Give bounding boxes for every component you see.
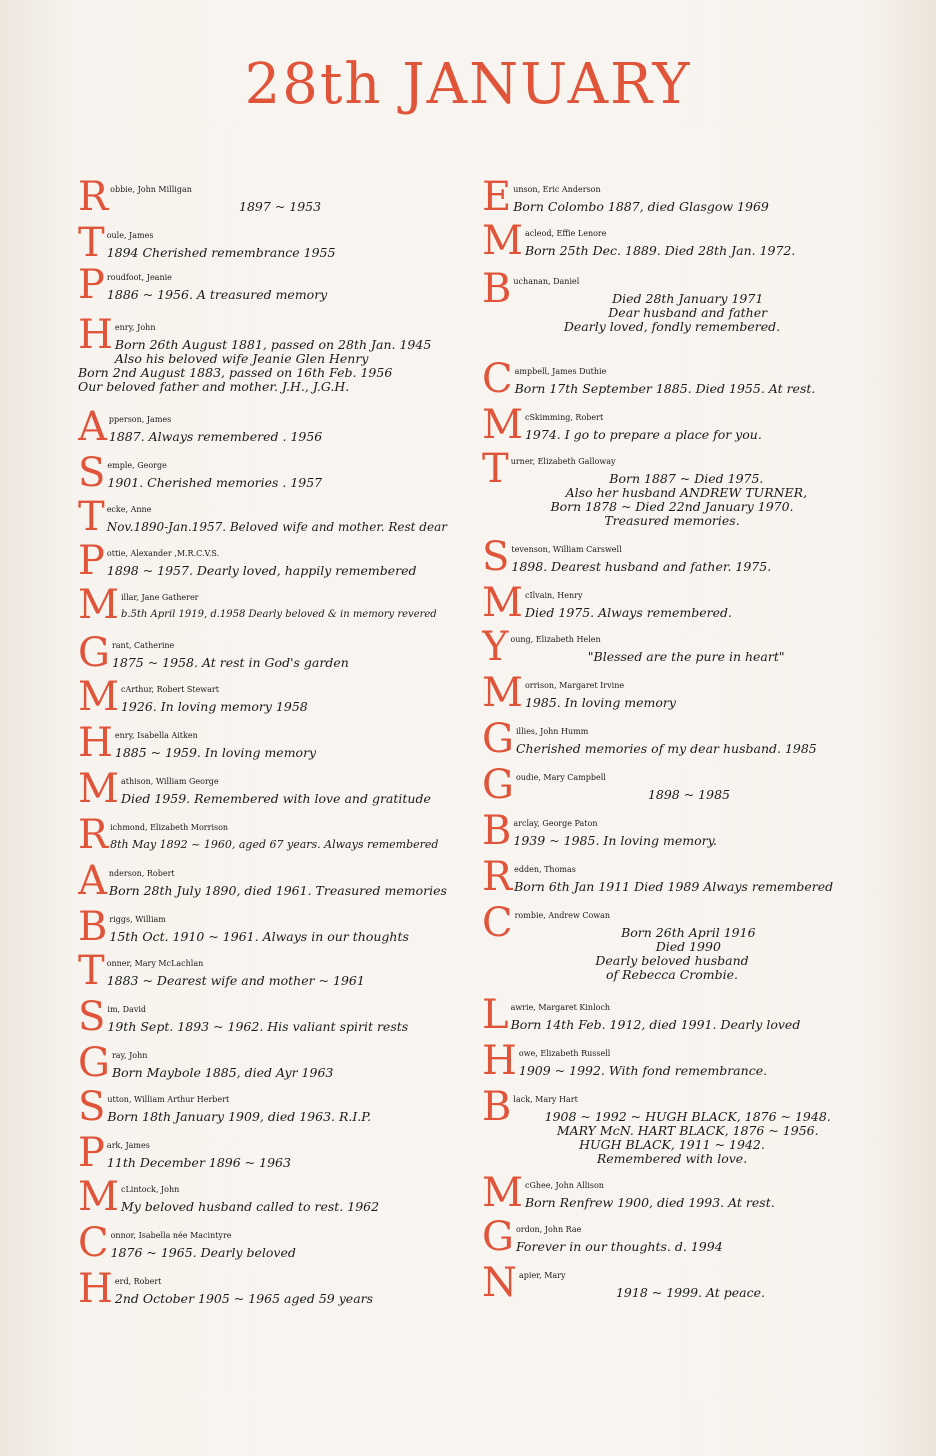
entry-initial: L bbox=[482, 994, 509, 1038]
memorial-entry bbox=[78, 814, 450, 860]
entry-details bbox=[482, 382, 862, 396]
entry-name: unson, Eric Anderson bbox=[513, 185, 601, 194]
memorial-entry bbox=[482, 718, 862, 764]
memorial-entry bbox=[78, 722, 450, 768]
entry-initial: N bbox=[482, 1262, 517, 1306]
entry-initial: T bbox=[482, 448, 509, 492]
entry-initial: H bbox=[78, 314, 113, 358]
entry-detail-line: 1885 ~ 1959. In loving memory bbox=[114, 745, 317, 760]
entry-initial: H bbox=[78, 1268, 113, 1312]
entry-details bbox=[482, 606, 862, 620]
entry-detail-line: Born 26th August 1881, passed on 28th Jan. 1945 bbox=[114, 337, 432, 352]
entry-name: urner, Elizabeth Galloway bbox=[510, 457, 616, 466]
entry-initial: M bbox=[482, 672, 523, 716]
entry-name: cGhee, John Allison bbox=[524, 1181, 604, 1190]
entry-detail-line: HUGH BLACK, 1911 ~ 1942. bbox=[579, 1137, 765, 1152]
entry-detail-line: Died 1990 bbox=[655, 939, 721, 954]
entry-detail-line: Our beloved father and mother. J.H., J.G.H. bbox=[78, 379, 350, 394]
entry-details bbox=[482, 560, 862, 574]
entry-detail-line: 8th May 1892 ~ 1960, aged 67 years. Always remembered bbox=[110, 838, 439, 851]
entry-initial: B bbox=[78, 906, 108, 950]
entry-initial: G bbox=[78, 632, 110, 676]
entry-detail-line: Born 14th Feb. 1912, died 1991. Dearly loved bbox=[510, 1017, 801, 1032]
entry-details bbox=[482, 834, 862, 848]
entry-name: rombie, Andrew Cowan bbox=[514, 911, 611, 920]
memorial-entry bbox=[482, 268, 862, 358]
entry-name: ottie, Alexander ,M.R.C.V.S. bbox=[106, 549, 220, 558]
entry-detail-line: Born 18th January 1909, died 1963. R.I.P. bbox=[107, 1109, 372, 1124]
entry-details bbox=[78, 430, 450, 444]
entry-detail-line: "Blessed are the pure in heart" bbox=[587, 649, 785, 664]
memorial-entry bbox=[78, 1268, 450, 1314]
entry-name: orrison, Margaret Irvine bbox=[524, 681, 625, 690]
entry-detail-line: Born 1878 ~ Died 22nd January 1970. bbox=[550, 499, 794, 514]
entry-detail-line: b.5th April 1919, d.1958 Dearly beloved & in memory revered bbox=[120, 609, 437, 620]
entry-name: roudfoot, Jeanie bbox=[106, 273, 172, 282]
entry-details bbox=[78, 1110, 450, 1124]
entry-detail-line: 1887. Always remembered . 1956 bbox=[108, 429, 323, 444]
entry-initial: Y bbox=[482, 626, 509, 670]
memorial-entry bbox=[482, 404, 862, 448]
entry-details bbox=[482, 200, 862, 214]
entry-detail-line: Died 1959. Remembered with love and gratitude bbox=[120, 791, 431, 806]
entry-detail-line: 1974. I go to prepare a place for you. bbox=[524, 427, 762, 442]
entry-initial: A bbox=[78, 406, 107, 450]
entry-details bbox=[482, 650, 862, 664]
entry-details bbox=[78, 476, 450, 490]
memorial-entry bbox=[482, 358, 862, 404]
memorial-entry bbox=[78, 860, 450, 906]
entry-name: im, David bbox=[107, 1005, 147, 1014]
entry-detail-line: 1939 ~ 1985. In loving memory. bbox=[513, 833, 717, 848]
entry-details bbox=[78, 656, 450, 670]
entry-initial: C bbox=[482, 902, 513, 946]
entry-initial: M bbox=[78, 584, 119, 628]
entry-name: owe, Elizabeth Russell bbox=[518, 1049, 611, 1058]
entry-initial: T bbox=[78, 222, 105, 264]
entry-name: ampbell, James Duthie bbox=[514, 367, 607, 376]
memorial-entry bbox=[482, 220, 862, 268]
entry-initial: R bbox=[78, 176, 109, 220]
entry-name: awrie, Margaret Kinloch bbox=[510, 1003, 611, 1012]
entry-initial: R bbox=[78, 814, 109, 858]
entry-name: illies, John Humm bbox=[515, 727, 589, 736]
entry-name: riggs, William bbox=[109, 915, 166, 924]
memorial-entry bbox=[482, 1086, 862, 1172]
entry-details bbox=[78, 1246, 450, 1260]
entry-name: cLintock, John bbox=[120, 1185, 180, 1194]
entry-name: ecke, Anne bbox=[106, 505, 152, 514]
entry-initial: E bbox=[482, 176, 512, 220]
memorial-entry bbox=[78, 314, 450, 406]
entry-detail-line: 1894 Cherished remembrance 1955 bbox=[106, 245, 336, 260]
entry-detail-line: Born 28th July 1890, died 1961. Treasured memories bbox=[108, 883, 447, 898]
entry-detail-line: Dear husband and father bbox=[608, 305, 768, 320]
entry-name: enry, Isabella Aitken bbox=[114, 731, 198, 740]
entry-details bbox=[78, 700, 450, 714]
memorial-entry bbox=[482, 582, 862, 626]
memorial-entry bbox=[78, 1042, 450, 1086]
memorial-entry bbox=[78, 1086, 450, 1132]
entry-name: apier, Mary bbox=[519, 1271, 566, 1280]
entry-details bbox=[78, 1066, 450, 1080]
memorial-entry bbox=[482, 856, 862, 902]
entry-details bbox=[78, 930, 450, 944]
memorial-entry bbox=[482, 1216, 862, 1262]
entry-initial: G bbox=[482, 718, 514, 762]
entry-initial: P bbox=[78, 264, 105, 308]
entry-details bbox=[482, 880, 862, 894]
entry-details bbox=[482, 1064, 862, 1078]
entry-initial: T bbox=[78, 496, 105, 540]
entry-detail-line: 1926. In loving memory 1958 bbox=[120, 699, 308, 714]
entry-name: oung, Elizabeth Helen bbox=[510, 635, 601, 644]
memorial-entry bbox=[78, 1132, 450, 1176]
memorial-entry bbox=[482, 810, 862, 856]
entry-details bbox=[78, 288, 450, 302]
entry-detail-line: 1886 ~ 1956. A treasured memory bbox=[106, 287, 328, 302]
entry-name: ordon, John Rae bbox=[515, 1225, 582, 1234]
entry-name: cSkimming, Robert bbox=[524, 413, 604, 422]
entry-initial: B bbox=[482, 810, 512, 854]
memorial-entry bbox=[78, 996, 450, 1042]
entry-details bbox=[482, 1240, 862, 1254]
entry-initial: G bbox=[482, 1216, 514, 1260]
memorial-entry bbox=[482, 994, 862, 1040]
entry-detail-line: Died 28th January 1971 bbox=[612, 291, 764, 306]
entry-details bbox=[78, 338, 450, 394]
entry-details bbox=[78, 746, 450, 760]
right-column bbox=[482, 176, 862, 1308]
entry-detail-line: 1898. Dearest husband and father. 1975. bbox=[511, 559, 772, 574]
entry-name: ark, James bbox=[106, 1141, 150, 1150]
entry-name: nderson, Robert bbox=[108, 869, 175, 878]
entry-details bbox=[78, 1020, 450, 1034]
memorial-entry bbox=[78, 496, 450, 540]
entry-detail-line: My beloved husband called to rest. 1962 bbox=[120, 1199, 380, 1214]
entry-details bbox=[482, 1286, 862, 1300]
entry-detail-line: 1985. In loving memory bbox=[524, 695, 676, 710]
entry-details bbox=[482, 1196, 862, 1210]
memorial-entry bbox=[78, 632, 450, 676]
memorial-entry bbox=[482, 1172, 862, 1216]
left-column bbox=[78, 176, 450, 1314]
entry-detail-line: of Rebecca Crombie. bbox=[605, 967, 739, 982]
entry-detail-line: Forever in our thoughts. d. 1994 bbox=[515, 1239, 723, 1254]
memorial-entry bbox=[78, 1176, 450, 1222]
entry-initial: M bbox=[482, 404, 523, 448]
entry-initial: M bbox=[78, 768, 119, 812]
entry-details bbox=[78, 792, 450, 806]
entry-initial: H bbox=[78, 722, 113, 766]
entry-detail-line: Died 1975. Always remembered. bbox=[524, 605, 732, 620]
page-title: 28th JANUARY bbox=[244, 52, 692, 117]
entry-detail-line: Born Maybole 1885, died Ayr 1963 bbox=[111, 1065, 334, 1080]
entry-detail-line: 1876 ~ 1965. Dearly beloved bbox=[110, 1245, 296, 1260]
entry-detail-line: MARY McN. HART BLACK, 1876 ~ 1956. bbox=[556, 1123, 819, 1138]
entry-detail-line: 1898 ~ 1957. Dearly loved, happily remembered bbox=[106, 563, 417, 578]
entry-initial: M bbox=[482, 1172, 523, 1216]
entry-detail-line: 1918 ~ 1999. At peace. bbox=[615, 1285, 766, 1300]
entry-details bbox=[78, 838, 450, 852]
entry-name: enry, John bbox=[114, 323, 156, 332]
memorial-entry bbox=[482, 448, 862, 536]
entry-detail-line: Born 2nd August 1883, passed on 16th Feb. 1956 bbox=[78, 365, 393, 380]
entry-initial: S bbox=[78, 1086, 106, 1130]
entry-detail-line: 19th Sept. 1893 ~ 1962. His valiant spirit rests bbox=[107, 1019, 409, 1034]
entry-initial: C bbox=[78, 1222, 109, 1266]
memorial-entry bbox=[78, 584, 450, 632]
entry-name: onner, Mary McLachlan bbox=[106, 959, 204, 968]
entry-name: uchanan, Daniel bbox=[513, 277, 580, 286]
entry-detail-line: Treasured memories. bbox=[604, 513, 740, 528]
entry-detail-line: 1898 ~ 1985 bbox=[647, 787, 730, 802]
entry-detail-line: 1909 ~ 1992. With fond remembrance. bbox=[518, 1063, 768, 1078]
memorial-entry bbox=[482, 176, 862, 220]
memorial-entry bbox=[78, 1222, 450, 1268]
memorial-entry bbox=[78, 768, 450, 814]
entry-details bbox=[482, 742, 862, 756]
memorial-entry bbox=[78, 452, 450, 496]
entry-name: pperson, James bbox=[108, 415, 172, 424]
entry-name: illar, Jane Gatherer bbox=[120, 593, 199, 602]
entry-detail-line: Remembered with love. bbox=[596, 1151, 748, 1166]
entry-name: emple, George bbox=[107, 461, 167, 470]
entry-details bbox=[482, 428, 862, 442]
entry-details bbox=[78, 564, 450, 578]
entry-initial: B bbox=[482, 268, 512, 312]
entry-details bbox=[78, 200, 450, 214]
entry-detail-line: Born 6th Jan 1911 Died 1989 Always remembered bbox=[514, 879, 834, 894]
entry-initial: B bbox=[482, 1086, 512, 1130]
entry-name: onnor, Isabella née Macintyre bbox=[110, 1231, 232, 1240]
entry-name: rant, Catherine bbox=[111, 641, 175, 650]
entry-details bbox=[78, 884, 450, 898]
entry-detail-line: 2nd October 1905 ~ 1965 aged 59 years bbox=[114, 1291, 374, 1306]
memorial-entry bbox=[78, 950, 450, 996]
entry-detail-line: Nov.1890-Jan.1957. Beloved wife and mother. Rest dear bbox=[106, 520, 447, 534]
memorial-entry bbox=[78, 176, 450, 222]
entry-details bbox=[482, 1018, 862, 1032]
entry-name: lack, Mary Hart bbox=[513, 1095, 578, 1104]
entry-initial: H bbox=[482, 1040, 517, 1084]
entry-detail-line: Dearly loved, fondly remembered. bbox=[563, 319, 781, 334]
entry-details bbox=[482, 926, 862, 982]
memorial-entry bbox=[482, 902, 862, 994]
memorial-entry bbox=[78, 222, 450, 264]
entry-name: ichmond, Elizabeth Morrison bbox=[110, 823, 229, 832]
entry-details bbox=[78, 246, 450, 260]
entry-detail-line: 1908 ~ 1992 ~ HUGH BLACK, 1876 ~ 1948. bbox=[544, 1109, 831, 1124]
entry-name: erd, Robert bbox=[114, 1277, 162, 1286]
entry-detail-line: Born Renfrew 1900, died 1993. At rest. bbox=[524, 1195, 775, 1210]
entry-detail-line: 1897 ~ 1953 bbox=[239, 199, 322, 214]
entry-detail-line: Born Colombo 1887, died Glasgow 1969 bbox=[513, 199, 769, 214]
memorial-entry bbox=[78, 906, 450, 950]
entry-initial: G bbox=[78, 1042, 110, 1086]
entry-name: oule, James bbox=[106, 231, 154, 240]
entry-detail-line: 1875 ~ 1958. At rest in God's garden bbox=[111, 655, 349, 670]
entry-initial: M bbox=[78, 1176, 119, 1220]
entry-name: utton, William Arthur Herbert bbox=[107, 1095, 230, 1104]
entry-name: oudie, Mary Campbell bbox=[515, 773, 606, 782]
entry-name: ray, John bbox=[111, 1051, 148, 1060]
entry-initial: S bbox=[482, 536, 510, 580]
entry-initial: A bbox=[78, 860, 107, 904]
entry-detail-line: Born 17th September 1885. Died 1955. At rest. bbox=[514, 381, 816, 396]
entry-initial: S bbox=[78, 452, 106, 496]
entry-initial: P bbox=[78, 1132, 105, 1176]
entry-detail-line: Born 26th April 1916 bbox=[621, 925, 756, 940]
entry-initial: M bbox=[482, 220, 523, 264]
entry-initial: S bbox=[78, 996, 106, 1040]
entry-detail-line: Dearly beloved husband bbox=[595, 953, 749, 968]
entry-details bbox=[78, 608, 450, 622]
entry-initial: G bbox=[482, 764, 514, 808]
entry-details bbox=[482, 472, 862, 528]
entry-detail-line: 1883 ~ Dearest wife and mother ~ 1961 bbox=[106, 973, 365, 988]
memorial-entry bbox=[482, 764, 862, 810]
entry-details bbox=[482, 244, 862, 258]
entry-name: obbie, John Milligan bbox=[110, 185, 192, 194]
entry-details bbox=[78, 1200, 450, 1214]
entry-name: tevenson, William Carswell bbox=[511, 545, 622, 554]
entry-detail-line: 1901. Cherished memories . 1957 bbox=[107, 475, 323, 490]
memorial-entry bbox=[482, 672, 862, 718]
memorial-entry bbox=[482, 626, 862, 672]
entry-details bbox=[78, 1292, 450, 1306]
entry-details bbox=[482, 292, 862, 334]
entry-details bbox=[78, 520, 450, 534]
entry-name: cIlvain, Henry bbox=[524, 591, 583, 600]
entry-detail-line: Also her husband ANDREW TURNER, bbox=[565, 485, 808, 500]
entry-detail-line: 11th December 1896 ~ 1963 bbox=[106, 1155, 291, 1170]
entry-initial: T bbox=[78, 950, 105, 994]
entry-details bbox=[78, 1156, 450, 1170]
entry-detail-line: Also his beloved wife Jeanie Glen Henry bbox=[114, 351, 369, 366]
entry-detail-line: Born 1887 ~ Died 1975. bbox=[609, 471, 764, 486]
entry-details bbox=[482, 1110, 862, 1166]
entry-detail-line: Cherished memories of my dear husband. 1985 bbox=[515, 741, 817, 756]
entry-initial: M bbox=[482, 582, 523, 626]
entry-details bbox=[78, 974, 450, 988]
entry-name: edden, Thomas bbox=[514, 865, 576, 874]
entry-initial: R bbox=[482, 856, 513, 900]
memorial-entry bbox=[78, 540, 450, 584]
entry-name: cArthur, Robert Stewart bbox=[120, 685, 219, 694]
entry-details bbox=[482, 696, 862, 710]
memorial-entry bbox=[78, 676, 450, 722]
entry-initial: M bbox=[78, 676, 119, 720]
entry-name: arclay, George Paton bbox=[513, 819, 598, 828]
entry-detail-line: Born 25th Dec. 1889. Died 28th Jan. 1972. bbox=[524, 243, 796, 258]
entry-name: athison, William George bbox=[120, 777, 219, 786]
memorial-entry bbox=[78, 406, 450, 452]
memorial-entry bbox=[78, 264, 450, 314]
entry-initial: P bbox=[78, 540, 105, 584]
entry-detail-line: 15th Oct. 1910 ~ 1961. Always in our thoughts bbox=[109, 929, 409, 944]
entry-details bbox=[482, 788, 862, 802]
entry-name: acleod, Effie Lenore bbox=[524, 229, 607, 238]
memorial-entry bbox=[482, 1040, 862, 1086]
memorial-entry bbox=[482, 536, 862, 582]
memorial-entry bbox=[482, 1262, 862, 1308]
entry-initial: C bbox=[482, 358, 513, 402]
